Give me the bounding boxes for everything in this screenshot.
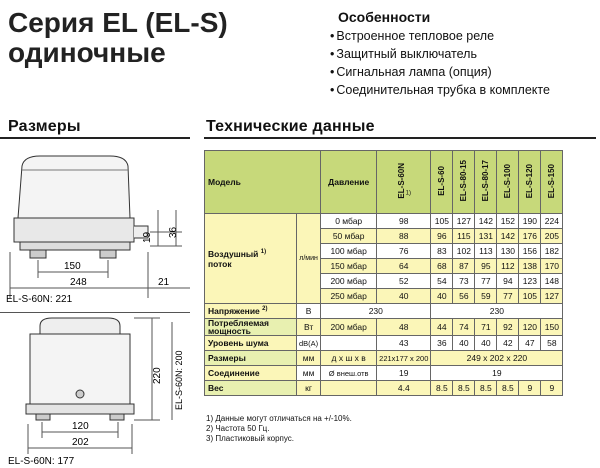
power-pressure: 200 мбар — [321, 319, 377, 336]
connection-unit: мм — [297, 366, 321, 381]
specs-heading: Технические данные — [206, 118, 375, 135]
air-flow-label: Воздушный $^{1)}$ поток — [205, 214, 297, 304]
value-cell: 40 — [431, 289, 453, 304]
pressure-cell: 0 мбар — [321, 214, 377, 229]
weight-unit: кг — [297, 381, 321, 396]
pressure-cell: 250 мбар — [321, 289, 377, 304]
value-cell: 77 — [475, 274, 497, 289]
value-cell: 102 — [453, 244, 475, 259]
dim-202: 202 — [72, 437, 89, 448]
dimensions-heading: Размеры — [8, 118, 81, 135]
value-cell: 224 — [541, 214, 563, 229]
weight-label: Вес — [205, 381, 297, 396]
pump-base-shape — [14, 218, 134, 242]
table-header-row — [205, 151, 563, 214]
value-cell: 96 — [431, 229, 453, 244]
header-model-2: EL-S-80-15 — [453, 151, 475, 214]
pressure-cell: 50 мбар — [321, 229, 377, 244]
table-row-size — [205, 351, 563, 366]
voltage-unit: В — [297, 304, 321, 319]
value-cell: 182 — [541, 244, 563, 259]
header-pressure: Давление — [321, 151, 377, 214]
value-cell: 87 — [453, 259, 475, 274]
value-cell: 105 — [431, 214, 453, 229]
noise-label: Уровень шума — [205, 336, 297, 351]
table-row — [205, 214, 563, 229]
dim-120: 120 — [72, 421, 89, 432]
value-cell: 40 — [453, 336, 475, 351]
value-cell: 94 — [497, 274, 519, 289]
dim-19: 19 — [142, 231, 153, 243]
dim-21: 21 — [158, 277, 170, 288]
size-format: д х ш х в — [321, 351, 377, 366]
value-cell: 83 — [431, 244, 453, 259]
footnote: 2) Частота 50 Гц. — [206, 424, 270, 433]
title-line-1: Серия EL (EL-S) — [8, 7, 228, 38]
noise-unit: dB(A) — [297, 336, 321, 351]
drawing2-caption: EL-S-60N: 177 — [8, 456, 75, 467]
value-cell: 8.5 — [497, 381, 519, 396]
value-cell: 152 — [497, 214, 519, 229]
table-row-noise — [205, 336, 563, 351]
value-cell: 138 — [519, 259, 541, 274]
drawings-divider — [0, 312, 190, 313]
value-cell: 56 — [453, 289, 475, 304]
value-cell: 9 — [519, 381, 541, 396]
header-model-0: $EL-S-60N^{1)}$ — [377, 151, 431, 214]
value-cell: 8.5 — [475, 381, 497, 396]
value-cell: 74 — [453, 319, 475, 336]
noise-empty — [321, 336, 377, 351]
header-model: Модель — [205, 151, 321, 214]
value-cell: 156 — [519, 244, 541, 259]
table-row-weight — [205, 381, 563, 396]
drawing2-side-label: EL-S-60N: 200 — [174, 350, 184, 410]
value-cell: 59 — [475, 289, 497, 304]
specs-table — [204, 150, 563, 396]
value-cell: 113 — [475, 244, 497, 259]
value-cell: 148 — [541, 274, 563, 289]
value-cell: 123 — [519, 274, 541, 289]
value-cell: 142 — [475, 214, 497, 229]
value-cell: 120 — [519, 319, 541, 336]
connection-value-a: 19 — [377, 366, 431, 381]
value-cell: 73 — [453, 274, 475, 289]
size-label: Размеры — [205, 351, 297, 366]
feature-item: • Встроенное тепловое реле — [330, 27, 550, 45]
specs-rule — [204, 137, 596, 139]
header-model-3: EL-S-80-17 — [475, 151, 497, 214]
value-cell: 127 — [453, 214, 475, 229]
connection-label: Соединение — [205, 366, 297, 381]
value-cell: 115 — [453, 229, 475, 244]
weight-empty — [321, 381, 377, 396]
value-cell: 112 — [497, 259, 519, 274]
value-cell: 68 — [431, 259, 453, 274]
value-cell: 54 — [431, 274, 453, 289]
value-cell: 127 — [541, 289, 563, 304]
value-cell: 77 — [497, 289, 519, 304]
features-list — [330, 27, 550, 99]
header-model-6: EL-S-150 — [541, 151, 563, 214]
value-cell: 95 — [475, 259, 497, 274]
value-cell: 40 — [475, 336, 497, 351]
value-cell: 43 — [377, 336, 431, 351]
pump-body-shape — [18, 156, 130, 218]
value-cell: 71 — [475, 319, 497, 336]
value-cell: 131 — [475, 229, 497, 244]
value-cell: 98 — [377, 214, 431, 229]
header-model-4: EL-S-100 — [497, 151, 519, 214]
voltage-label: Напряжение $^{2)}$ — [205, 304, 297, 319]
value-cell: 205 — [541, 229, 563, 244]
value-cell: 47 — [519, 336, 541, 351]
value-cell: 58 — [541, 336, 563, 351]
title-line-2: одиночные — [8, 37, 166, 68]
value-cell: 8.5 — [431, 381, 453, 396]
footnote: 1) Данные могут отличаться на +/-10%. — [206, 414, 352, 423]
value-cell: 92 — [497, 319, 519, 336]
header-model-5: EL-S-120 — [519, 151, 541, 214]
size-value-b: 249 x 202 x 220 — [431, 351, 563, 366]
value-cell: 9 — [541, 381, 563, 396]
dim-248: 248 — [70, 277, 87, 288]
value-cell: 8.5 — [453, 381, 475, 396]
air-flow-unit: л/мин — [297, 214, 321, 304]
value-cell: 170 — [541, 259, 563, 274]
value-cell: 40 — [377, 289, 431, 304]
value-cell: 4.4 — [377, 381, 431, 396]
pressure-cell: 200 мбар — [321, 274, 377, 289]
pump-lid-shape — [40, 318, 120, 334]
feature-item: • Сигнальная лампа (опция) — [330, 63, 550, 81]
power-unit: Вт — [297, 319, 321, 336]
front-view-drawing — [0, 314, 196, 468]
voltage-value-a: 230 — [321, 304, 431, 319]
value-cell: 105 — [519, 289, 541, 304]
value-cell: 48 — [377, 319, 431, 336]
value-cell: 44 — [431, 319, 453, 336]
dim-36: 36 — [168, 226, 179, 238]
connection-value-b: 19 — [431, 366, 563, 381]
header-model-1: EL-S-60 — [431, 151, 453, 214]
value-cell: 176 — [519, 229, 541, 244]
side-view-drawing — [0, 148, 196, 310]
features-heading: Особенности — [338, 9, 431, 25]
footnote: 3) Пластиковый корпус. — [206, 434, 295, 443]
drawing1-caption: EL-S-60N: 221 — [6, 294, 73, 305]
feature-item: • Защитный выключатель — [330, 45, 550, 63]
value-cell: 150 — [541, 319, 563, 336]
size-value-a: 221x177 x 200 — [377, 351, 431, 366]
connection-type: Ø внеш.отв — [321, 366, 377, 381]
dimensions-rule — [0, 137, 190, 139]
table-row-power — [205, 319, 563, 336]
value-cell: 64 — [377, 259, 431, 274]
pressure-cell: 100 мбар — [321, 244, 377, 259]
value-cell: 52 — [377, 274, 431, 289]
value-cell: 36 — [431, 336, 453, 351]
pressure-cell: 150 мбар — [321, 259, 377, 274]
value-cell: 42 — [497, 336, 519, 351]
power-label: Потребляемая мощность — [205, 319, 297, 336]
feature-item: • Соединительная трубка в комплекте — [330, 81, 550, 99]
voltage-value-b: 230 — [431, 304, 563, 319]
value-cell: 130 — [497, 244, 519, 259]
dim-220: 220 — [152, 367, 163, 384]
value-cell: 76 — [377, 244, 431, 259]
size-unit: мм — [297, 351, 321, 366]
value-cell: 142 — [497, 229, 519, 244]
table-row-connection — [205, 366, 563, 381]
value-cell: 190 — [519, 214, 541, 229]
value-cell: 88 — [377, 229, 431, 244]
page-title — [8, 8, 228, 68]
dim-150: 150 — [64, 261, 81, 272]
footnotes — [206, 414, 352, 444]
table-row-voltage — [205, 304, 563, 319]
